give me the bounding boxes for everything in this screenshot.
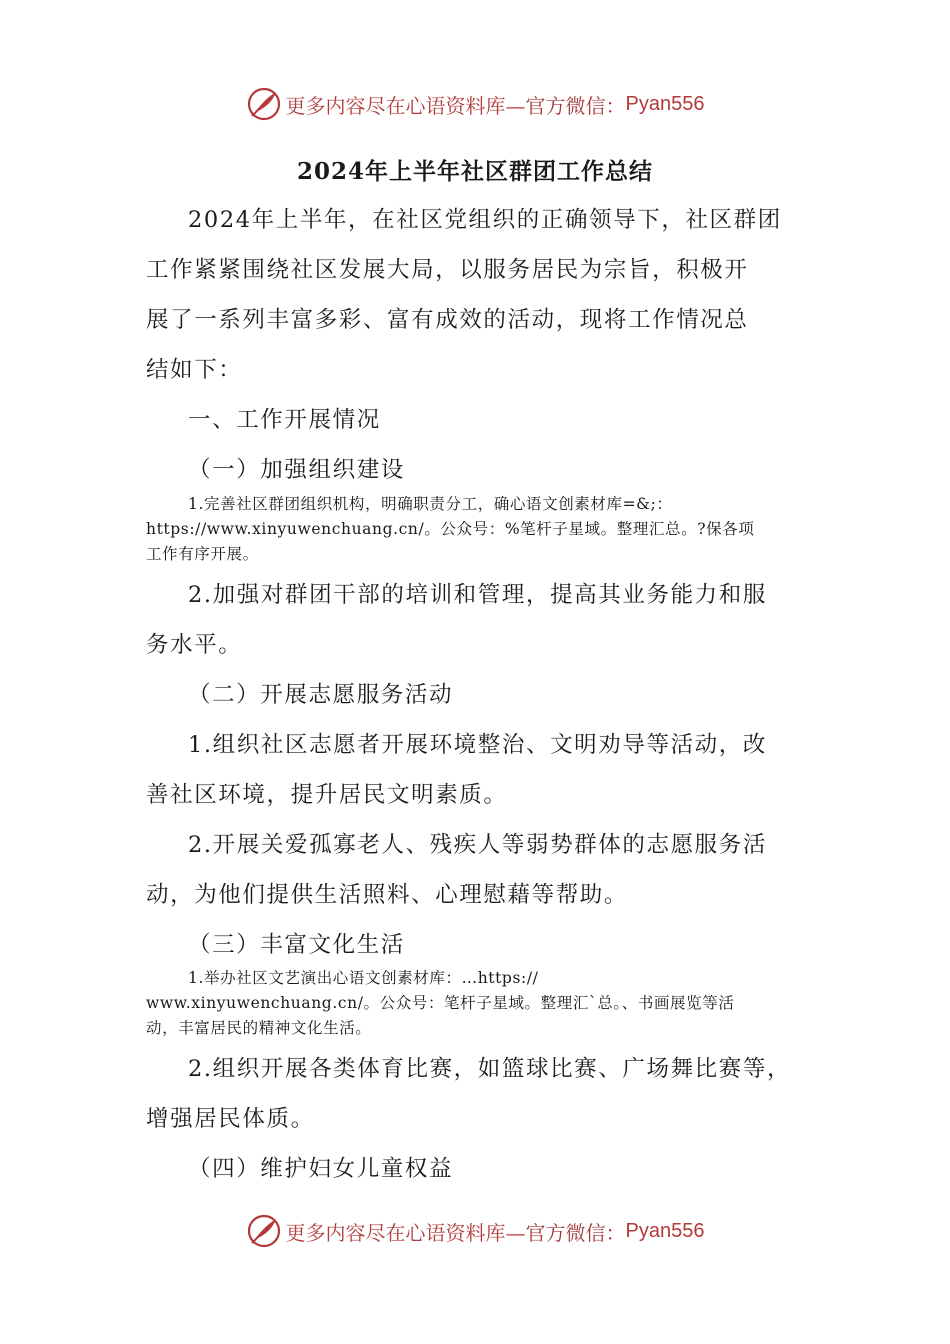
- watermark-wechat-label: 官方微信：: [525, 93, 626, 118]
- small-text-line: 1.完善社区群团组织机构，明确职责分工，确心语文创素材库=&;：: [188, 495, 673, 513]
- body-line: 1.组织社区志愿者开展环境整治、文明劝导等活动，改: [188, 732, 767, 758]
- small-text-line: 1.举办社区文艺演出心语文创素材库：…https://: [188, 969, 539, 987]
- watermark-wechat-id: Pyan556: [625, 92, 705, 115]
- body-line: 2.组织开展各类体育比赛，如篮球比赛、广场舞比赛等，: [188, 1056, 792, 1082]
- watermark-banner-top: [0, 84, 950, 124]
- watermark-text: 更多内容尽在心语资料库—: [285, 93, 526, 118]
- body-line: 务水平。: [146, 632, 243, 658]
- watermark-banner-bottom: [0, 1211, 950, 1251]
- subsection-heading: （二）开展志愿服务活动: [188, 682, 454, 708]
- intro-line: 2024年上半年，在社区党组织的正确领导下，社区群团: [188, 207, 782, 233]
- section-heading: 一、工作开展情况: [188, 407, 381, 433]
- small-text-line: https://www.xinyuwenchuang.cn/。公众号：%笔杆子星域。整理汇总。?保各项: [146, 520, 755, 538]
- intro-line: 工作紧紧围绕社区发展大局，以服务居民为宗旨，积极开: [146, 257, 749, 283]
- small-text-line: www.xinyuwenchuang.cn/。公众号：笔杆子星域。整理汇`总。、书画展览等活: [146, 994, 735, 1012]
- watermark-wechat-label: 官方微信：: [525, 1220, 626, 1245]
- watermark-text: 更多内容尽在心语资料库—: [285, 1220, 526, 1245]
- body-line: 善社区环境，提升居民文明素质。: [146, 782, 508, 808]
- watermark-wechat-id: Pyan556: [625, 1219, 705, 1242]
- body-line: 2.开展关爱孤寡老人、残疾人等弱势群体的志愿服务活: [188, 832, 767, 858]
- quill-logo-icon: [246, 1213, 282, 1249]
- subsection-heading: （四）维护妇女儿童权益: [188, 1156, 454, 1182]
- quill-logo-icon: [246, 86, 282, 122]
- small-text-line: 工作有序开展。: [146, 545, 259, 563]
- subsection-heading: （三）丰富文化生活: [188, 932, 405, 958]
- document-title: 2024年上半年社区群团工作总结: [296, 158, 653, 185]
- body-line: 2.加强对群团干部的培训和管理，提高其业务能力和服: [188, 582, 767, 608]
- intro-line: 结如下：: [146, 357, 243, 383]
- subsection-heading: （一）加强组织建设: [188, 457, 405, 483]
- intro-line: 展了一系列丰富多彩、富有成效的活动，现将工作情况总: [146, 307, 749, 333]
- small-text-line: 动，丰富居民的精神文化生活。: [146, 1019, 372, 1037]
- body-line: 动，为他们提供生活照料、心理慰藉等帮助。: [146, 882, 629, 908]
- body-line: 增强居民体质。: [146, 1106, 315, 1132]
